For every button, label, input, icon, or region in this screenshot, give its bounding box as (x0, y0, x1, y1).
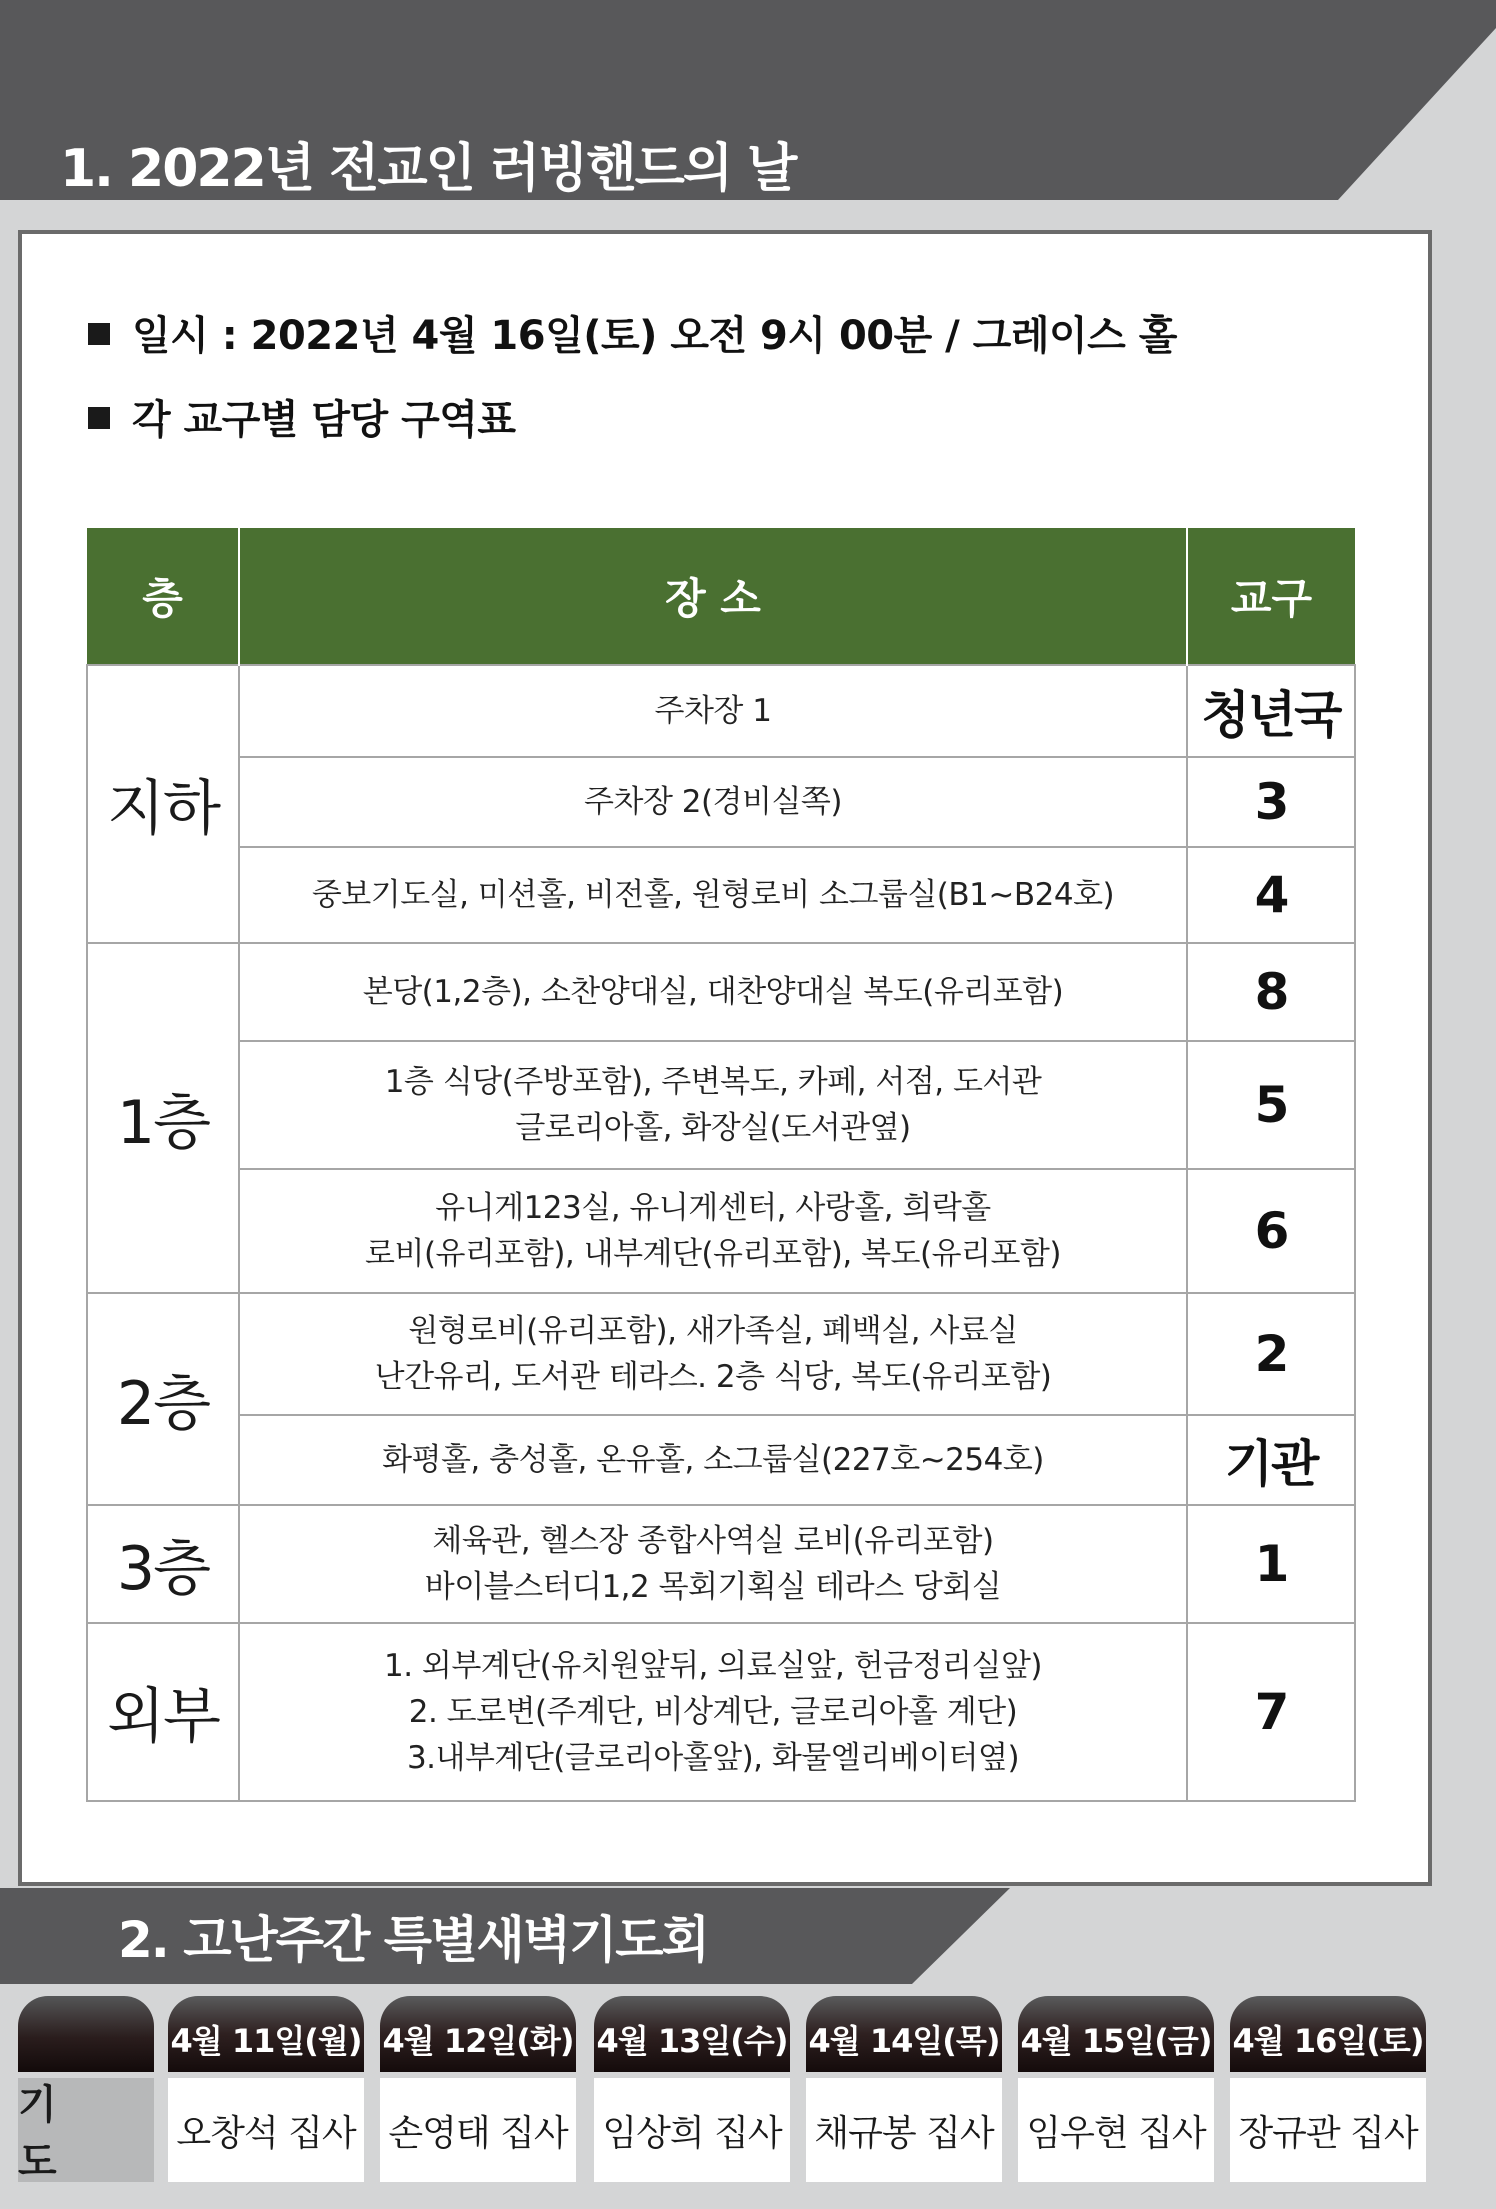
place-line: 로비(유리포함), 내부계단(유리포함), 복도(유리포함) (365, 1236, 1061, 1272)
date-text: 일시 : 2022년 4월 16일(토) 오전 9시 00분 / 그레이스 홀 (132, 313, 1177, 359)
table-row (87, 1505, 1355, 1623)
district-cell: 2 (1187, 1293, 1355, 1415)
table-row (87, 1415, 1355, 1505)
district-zone-table (86, 528, 1356, 1802)
district-cell: 6 (1187, 1169, 1355, 1293)
place-line: 글로리아홀, 화장실(도서관옆) (515, 1110, 911, 1146)
schedule-date-tab: 4월 13일(수) (594, 1996, 790, 2072)
place-cell (239, 943, 1187, 1041)
place-cell (239, 1293, 1187, 1415)
place-line: 유니게123실, 유니게센터, 사랑홀, 희락홀 (435, 1190, 991, 1226)
floor-basement: 지하 (87, 665, 239, 943)
place-line: 주차장 1 (654, 693, 772, 729)
table-row (87, 847, 1355, 943)
schedule-date-tab: 4월 12일(화) (380, 1996, 576, 2072)
header-floor: 층 (87, 528, 239, 665)
table-row (87, 757, 1355, 847)
table-caption: 각 교구별 담당 구역표 (132, 397, 516, 443)
prayer-leader: 임상희 집사 (594, 2078, 790, 2182)
square-bullet-icon (88, 323, 110, 345)
table-row (87, 1623, 1355, 1801)
table-row (87, 1169, 1355, 1293)
section2-title: 2. 고난주간 특별새벽기도회 (118, 1911, 708, 1969)
district-cell: 1 (1187, 1505, 1355, 1623)
table-row (87, 1293, 1355, 1415)
place-cell (239, 1505, 1187, 1623)
place-line: 1층 식당(주방포함), 주변복도, 카페, 서점, 도서관 (384, 1064, 1042, 1100)
schedule-date-tab: 4월 11일(월) (168, 1996, 364, 2072)
place-line: 화평홀, 충성홀, 온유홀, 소그룹실(227호~254호) (382, 1442, 1044, 1478)
place-cell (239, 665, 1187, 757)
place-cell (239, 1041, 1187, 1169)
table-caption-line (88, 388, 516, 445)
square-bullet-icon (88, 407, 110, 429)
schedule-date-tab: 4월 15일(금) (1018, 1996, 1214, 2072)
place-line: 2. 도로변(주계단, 비상계단, 글로리아홀 계단) (408, 1694, 1018, 1730)
place-line: 주차장 2(경비실쪽) (584, 784, 842, 820)
place-line: 난간유리, 도서관 테라스. 2층 식당, 복도(유리포함) (374, 1359, 1052, 1395)
header-district: 교구 (1187, 528, 1355, 665)
prayer-leader: 장규관 집사 (1230, 2078, 1426, 2182)
place-cell (239, 1623, 1187, 1801)
place-line: 1. 외부계단(유치원앞뒤, 의료실앞, 헌금정리실앞) (383, 1648, 1042, 1684)
place-line: 본당(1,2층), 소찬양대실, 대찬양대실 복도(유리포함) (362, 974, 1064, 1010)
header-place: 장 소 (239, 528, 1187, 665)
district-cell: 5 (1187, 1041, 1355, 1169)
district-cell: 7 (1187, 1623, 1355, 1801)
table-row (87, 943, 1355, 1041)
place-line: 3.내부계단(글로리아홀앞), 화물엘리베이터옆) (406, 1740, 1020, 1776)
place-line: 바이블스터디1,2 목회기획실 테라스 당회실 (424, 1569, 1002, 1605)
floor-outside: 외부 (87, 1623, 239, 1801)
place-line: 원형로비(유리포함), 새가족실, 폐백실, 사료실 (408, 1313, 1018, 1349)
table-row (87, 665, 1355, 757)
place-cell (239, 1169, 1187, 1293)
date-line (88, 304, 1177, 361)
schedule-date-tab: 4월 16일(토) (1230, 1996, 1426, 2072)
place-cell (239, 757, 1187, 847)
place-cell (239, 847, 1187, 943)
prayer-leader: 임우현 집사 (1018, 2078, 1214, 2182)
place-line: 중보기도실, 미션홀, 비전홀, 원형로비 소그룹실(B1~B24호) (311, 877, 1115, 913)
prayer-leader: 손영태 집사 (380, 2078, 576, 2182)
floor-first: 1층 (87, 943, 239, 1293)
district-cell: 청년국 (1187, 665, 1355, 757)
district-cell: 8 (1187, 943, 1355, 1041)
prayer-row-label: 기 도 (18, 2078, 154, 2182)
schedule-date-tab: 4월 14일(목) (806, 1996, 1002, 2072)
prayer-leader: 채규봉 집사 (806, 2078, 1002, 2182)
district-cell: 3 (1187, 757, 1355, 847)
table-row (87, 1041, 1355, 1169)
floor-third: 3층 (87, 1505, 239, 1623)
floor-second: 2층 (87, 1293, 239, 1505)
schedule-corner-tab (18, 1996, 154, 2072)
district-cell: 4 (1187, 847, 1355, 943)
place-line: 체육관, 헬스장 종합사역실 로비(유리포함) (432, 1523, 994, 1559)
section1-card (18, 230, 1432, 1886)
district-cell: 기관 (1187, 1415, 1355, 1505)
section1-title: 1. 2022년 전교인 러빙핸드의 날 (60, 139, 796, 199)
place-cell (239, 1415, 1187, 1505)
prayer-leader: 오창석 집사 (168, 2078, 364, 2182)
table-header-row (87, 528, 1355, 665)
